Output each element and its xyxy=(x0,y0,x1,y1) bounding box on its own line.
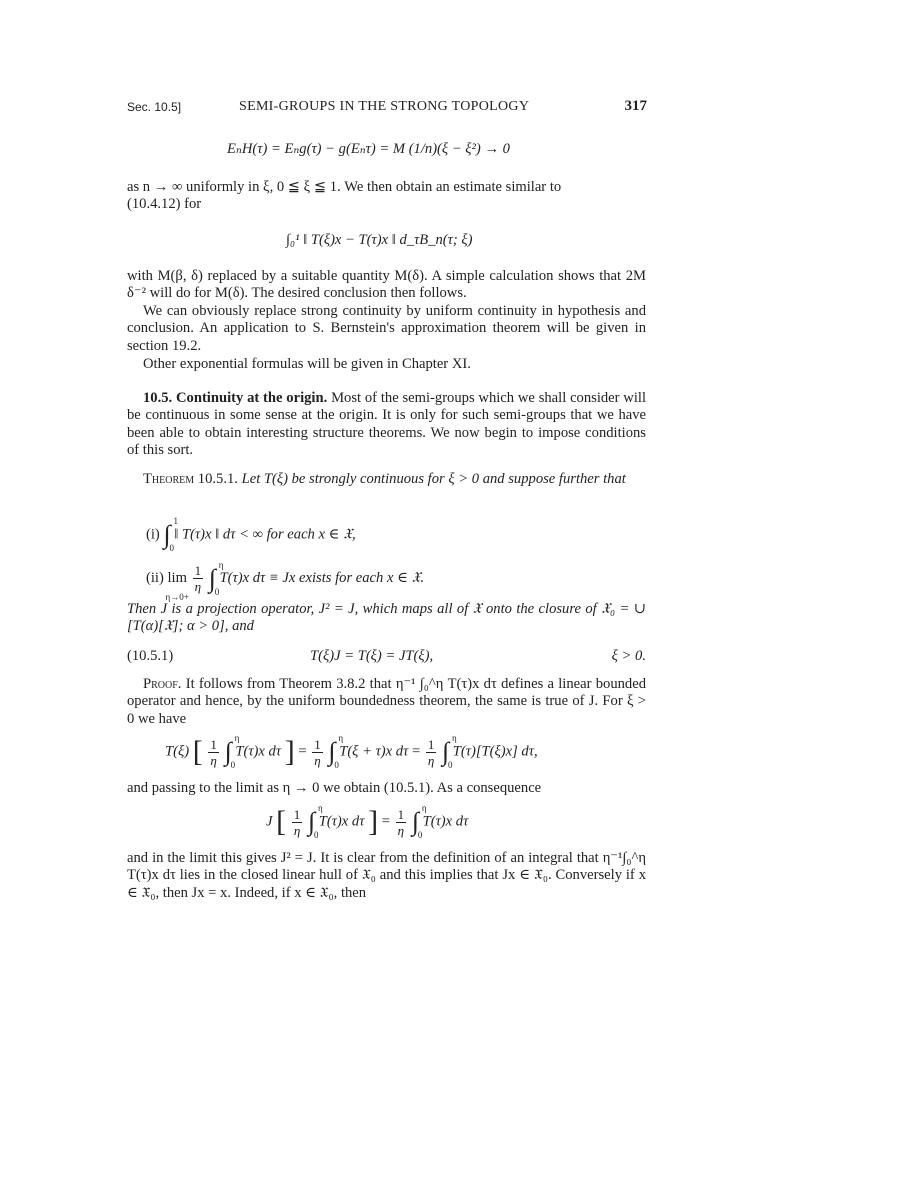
integral-sign-icon: ∫ η 0 xyxy=(442,733,457,770)
paragraph-2: with M(β, δ) replaced by a suitable quantity M(δ). A simple calculation shows that 2M δ⁻² will do for M(δ). The desired conclusion then follows. xyxy=(127,268,646,302)
equation-integral-text: ∫₀¹ ‖ T(ξ)x − T(τ)x ‖ d_τB_n(τ; ξ) xyxy=(286,232,473,248)
theorem-statement xyxy=(127,471,646,488)
theorem-conclusion: Then J is a projection operator, J² = J, which maps all of 𝔛 onto the closure of 𝔛₀ = ∪ [T(α)[𝔛]; α > 0], and xyxy=(127,601,646,635)
condition-1-text: ‖ T(τ)x ‖ dτ < ∞ for each x ∈ 𝔛, xyxy=(174,526,356,543)
proof-after-equation-2: and in the limit this gives J² = J. It is clear from the definition of an integral that η⁻¹∫₀^η T(τ)x dτ lies in the closed linear hull of 𝔛₀ and this implies that Jx ∈ 𝔛̄₀. Conversely if x ∈ 𝔛̄₀, then Jx = x. Indeed, if x ∈ 𝔛₀, then xyxy=(127,850,646,901)
proof-equation-2: J [ $\frac{1}{\eta}$ ∫ η 0 T(τ)x dτ ] = $\frac{1}{\eta}$ ∫ η 0 T(τ)x dτ xyxy=(266,803,469,840)
integral-sign-icon: ∫ η 0 xyxy=(411,803,427,840)
paragraph-1-line-1: as n → ∞ uniformly in ξ, 0 ≦ ξ ≦ 1. We then obtain an estimate similar to xyxy=(127,179,562,195)
equation-10-5-1-condition: ξ > 0. xyxy=(611,648,646,664)
equation-number: (10.5.1) xyxy=(127,648,174,664)
paragraph-4: Other exponential formulas will be given in Chapter XI. xyxy=(143,356,471,372)
section-heading: 10.5. Continuity at the origin. xyxy=(143,390,328,406)
condition-2-label: (ii) xyxy=(146,569,164,586)
theorem-number: 10.5.1. xyxy=(197,471,238,487)
fraction-1-over-eta: $\frac{1}{\eta}$ xyxy=(314,736,321,768)
bracket-left-icon: [ xyxy=(192,735,203,768)
condition-1-label: (i) xyxy=(146,526,160,543)
section-text: Most of the semi-groups which we shall consider will be continuous in some sense at the origin. It is only for such semi-groups that we have been able to obtain interesting structure theorems. We now begin to impose conditions of this sort. xyxy=(127,390,647,459)
paragraph-1-line-2: (10.4.12) for xyxy=(127,196,202,213)
bracket-right-icon: ] xyxy=(284,735,295,768)
bracket-right-icon: ] xyxy=(368,805,379,838)
proof-after-equation-1: and passing to the limit as η → 0 we obtain (10.5.1). As a consequence xyxy=(127,780,542,796)
integral-sign-icon: ∫ η 0 xyxy=(224,733,240,770)
equation-top-text: EₙH(τ) = Eₙg(τ) − g(Eₙτ) = M (1/n)(ξ − ξ²) → 0 xyxy=(227,141,510,157)
paragraph-3: We can obviously replace strong continuity by uniform continuity in hypothesis and conclusion. An application to S. Bernstein's approximation theorem will be given in section 19.2. xyxy=(127,303,646,354)
theorem-label: Theorem xyxy=(143,471,195,487)
theorem-condition-1 xyxy=(146,516,356,553)
paragraph-1 xyxy=(127,179,646,214)
page-number: 317 xyxy=(624,98,647,114)
integral-sign-icon: ∫ 1 0 xyxy=(163,516,178,553)
integral-sign-icon: ∫ η 0 xyxy=(307,803,323,840)
section-10-5 xyxy=(127,390,646,460)
proof-text: It follows from Theorem 3.8.2 that η⁻¹ ∫₀^η T(τ)x dτ defines a linear bounded operator and hence, by the uniform boundedness theorem, the same is true of J. For ξ > 0 we have xyxy=(127,676,646,727)
fraction-1-over-eta: $\frac{1}{\eta}$ xyxy=(194,563,202,594)
equation-integral xyxy=(286,232,473,249)
header-section: Sec. 10.5] xyxy=(127,100,182,114)
equation-10-5-1-body: T(ξ)J = T(ξ) = JT(ξ), xyxy=(310,648,434,664)
integral-sign-icon: ∫ η 0 xyxy=(328,733,344,770)
theorem-condition-2 xyxy=(146,559,425,602)
integral-sign-icon: ∫ η 0 xyxy=(208,559,224,597)
equation-top xyxy=(227,140,510,158)
equation-10-5-1 xyxy=(127,648,646,665)
fraction-1-over-eta: $\frac{1}{\eta}$ xyxy=(397,806,405,838)
header-title: SEMI-GROUPS IN THE STRONG TOPOLOGY xyxy=(239,99,530,114)
proof-paragraph xyxy=(127,676,646,728)
fraction-1-over-eta: $\frac{1}{\eta}$ xyxy=(427,736,435,768)
proof-equation-1: T(ξ) [ $\frac{1}{\eta}$ ∫ η 0 T(τ)x dτ ] = $\frac{1}{\eta}$ ∫ η 0 T(ξ + τ)x dτ = $\frac{1}{\eta}$ ∫ η 0 T(τ)[T(ξ)x] dτ, xyxy=(165,733,538,770)
bracket-left-icon: [ xyxy=(276,805,287,838)
theorem-hypothesis: Let T(ξ) be strongly continuous for ξ > 0 and suppose further that xyxy=(241,471,626,487)
condition-2-text: T(τ)x dτ ≡ Jx exists for each x ∈ 𝔛. xyxy=(219,569,425,586)
fraction-1-over-eta: $\frac{1}{\eta}$ xyxy=(210,736,217,768)
fraction-1-over-eta: $\frac{1}{\eta}$ xyxy=(293,806,301,838)
proof-label: Proof. xyxy=(143,676,182,692)
limit-operator: lim η→0+ xyxy=(165,569,189,602)
